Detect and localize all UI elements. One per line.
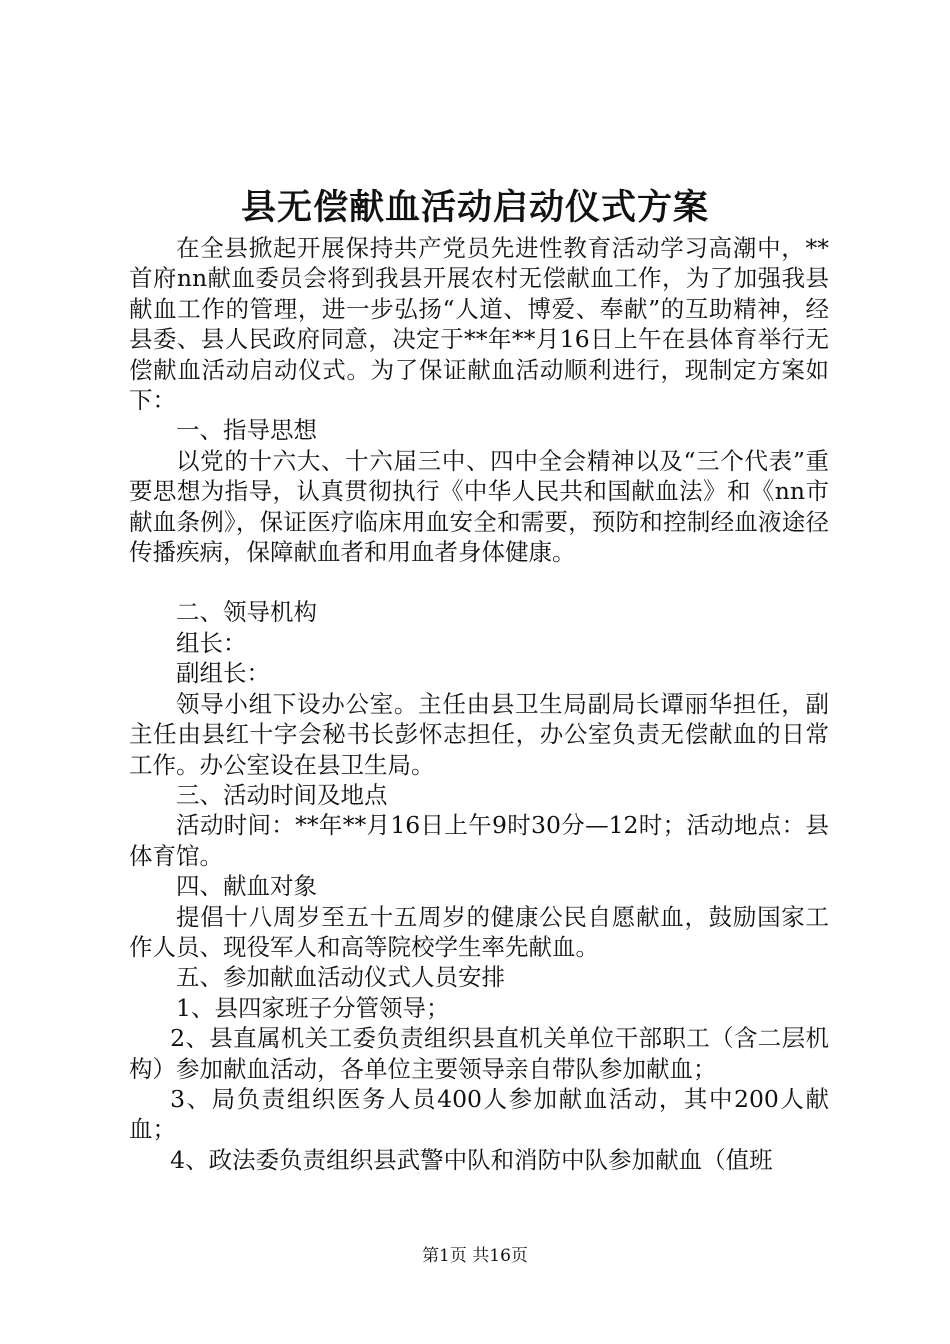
section-heading-time-place: 三、活动时间及地点: [176, 780, 388, 809]
participant-item-3: 3、局负责组织医务人员400人参加献血活动，其中200人献血；: [129, 1084, 829, 1144]
paragraph-spacer: [129, 567, 829, 597]
participant-item-4: 4、政法委负责组织县武警中队和消防中队参加献血（值班: [170, 1145, 773, 1174]
office-paragraph: 领导小组下设办公室。主任由县卫生局副局长谭丽华担任，副主任由县红十字会秘书长彭怀志担任，办公室负责无偿献血的日常工作。办公室设在县卫生局。: [129, 689, 829, 779]
leader-line: 组长：: [176, 628, 247, 657]
time-place-paragraph: 活动时间：**年**月16日上午9时30分—12时；活动地点：县体育馆。: [129, 811, 829, 870]
participant-item-2: 2、县直属机关工委负责组织县直机关单位干部职工（含二层机构）参加献血活动，各单位主要领导亲自带队参加献血；: [129, 1024, 829, 1083]
donors-paragraph: 提倡十八周岁至五十五周岁的健康公民自愿献血，鼓励国家工作人员、现役军人和高等院校学生率先献血。: [129, 902, 829, 961]
participant-item-1: 1、县四家班子分管领导；: [176, 993, 450, 1022]
document-body: [129, 233, 829, 1175]
guiding-ideology-paragraph: 以党的十六大、十六届三中、四中全会精神以及“三个代表”重要思想为指导，认真贯彻执行《中华人民共和国献血法》和《nn市献血条例》，保证医疗临床用血安全和需要，预防和控制经血液途径传播疾病，保障献血者和用血者身体健康。: [129, 446, 829, 567]
deputy-leader-line: 副组长：: [176, 659, 270, 688]
section-heading-participants: 五、参加献血活动仪式人员安排: [176, 963, 505, 992]
document-title: 县无偿献血活动启动仪式方案: [240, 187, 709, 228]
section-heading-guiding-ideology: 一、指导思想: [176, 416, 317, 445]
page-footer: 第1页 共16页: [422, 1246, 528, 1266]
intro-paragraph: 在全县掀起开展保持共产党员先进性教育活动学习高潮中，**首府nn献血委员会将到我县开展农村无偿献血工作，为了加强我县献血工作的管理，进一步弘扬“人道、博爱、奉献”的互助精神，经县委、县人民政府同意，决定于**年**月16日上午在县体育举行无偿献血活动启动仪式。为了保证献血活动顺利进行，现制定方案如下：: [129, 234, 829, 415]
section-heading-leadership: 二、领导机构: [176, 598, 317, 627]
section-heading-donors: 四、献血对象: [176, 872, 317, 901]
